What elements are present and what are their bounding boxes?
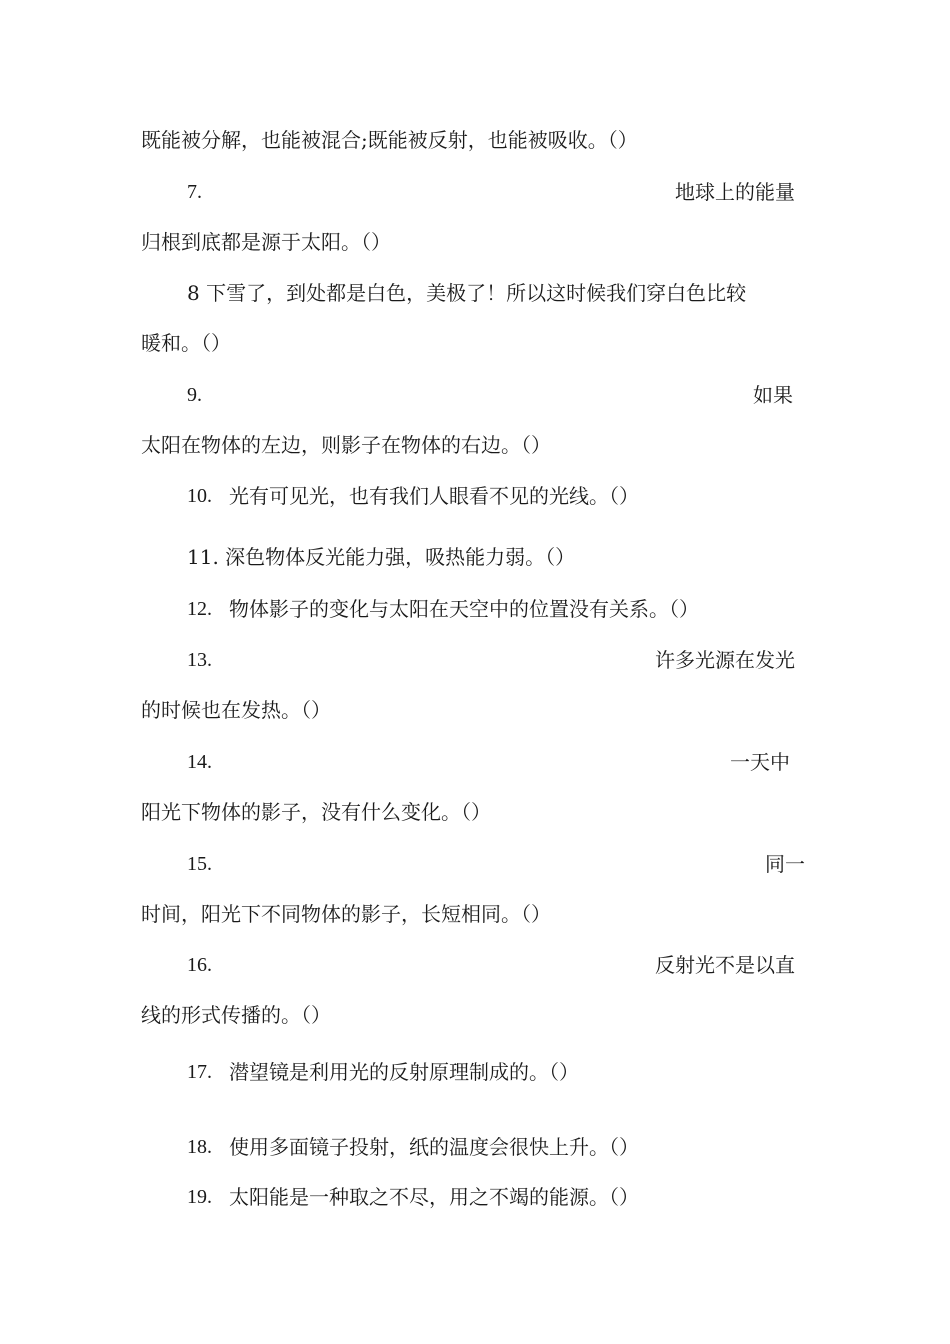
question-18-number: 18.: [187, 1136, 212, 1158]
question-14-head: 一天中: [730, 750, 790, 774]
question-17-text: 潜望镜是利用光的反射原理制成的。（）: [229, 1060, 579, 1084]
question-6-continuation: 既能被分解，也能被混合;既能被反射，也能被吸收。（）: [141, 128, 638, 152]
question-14-continuation: 阳光下物体的影子，没有什么变化。（）: [141, 800, 491, 824]
question-10-text: 光有可见光，也有我们人眼看不见的光线。（）: [229, 484, 639, 508]
question-8-text: 8 下雪了，到处都是白色，美极了！所以这时候我们穿白色比较: [187, 281, 747, 305]
question-10-number: 10.: [187, 485, 212, 507]
question-16-number: 16.: [187, 954, 212, 976]
question-15-number: 15.: [187, 853, 212, 875]
question-9-number: 9.: [187, 384, 202, 406]
question-9-head: 如果: [753, 383, 793, 407]
question-7-continuation: 归根到底都是源于太阳。（）: [141, 230, 391, 254]
question-7-head: 地球上的能量: [675, 180, 795, 204]
question-15-continuation: 时间，阳光下不同物体的影子，长短相同。（）: [141, 902, 551, 926]
question-13-continuation: 的时候也在发热。（）: [141, 698, 331, 722]
question-16-continuation: 线的形式传播的。（）: [141, 1003, 331, 1027]
question-12-text: 物体影子的变化与太阳在天空中的位置没有关系。（）: [229, 597, 699, 621]
question-9-continuation: 太阳在物体的左边，则影子在物体的右边。（）: [141, 433, 551, 457]
question-16-head: 反射光不是以直: [655, 953, 795, 977]
question-17-number: 17.: [187, 1061, 212, 1083]
question-18-text: 使用多面镜子投射，纸的温度会很快上升。（）: [229, 1135, 639, 1159]
question-7-number: 7.: [187, 181, 202, 203]
question-13-number: 13.: [187, 649, 212, 671]
question-13-head: 许多光源在发光: [655, 648, 795, 672]
question-8-continuation: 暖和。（）: [141, 331, 231, 355]
question-12-number: 12.: [187, 598, 212, 620]
question-15-head: 同一: [765, 852, 805, 876]
question-19-number: 19.: [187, 1186, 212, 1208]
question-14-number: 14.: [187, 751, 212, 773]
question-19-text: 太阳能是一种取之不尽，用之不竭的能源。（）: [229, 1185, 639, 1209]
question-11-text: 11. 深色物体反光能力强，吸热能力弱。（）: [187, 545, 576, 569]
